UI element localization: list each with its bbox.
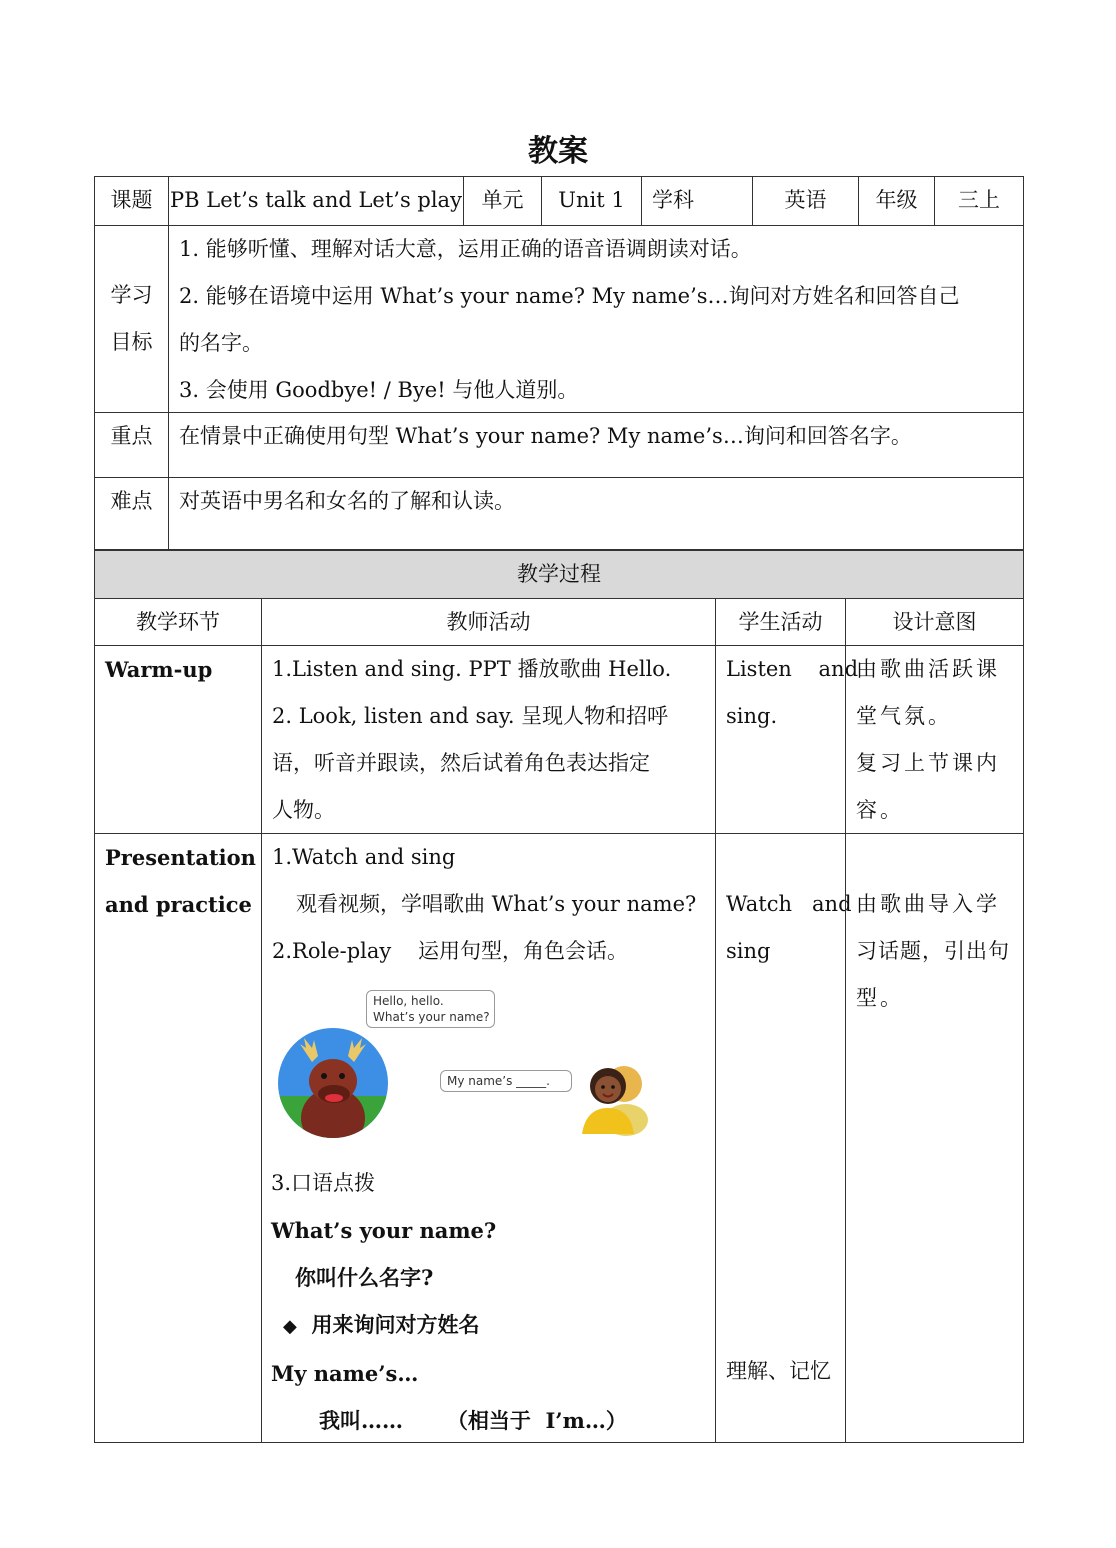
warmup-teacher: 1.Listen and sing. PPT 播放歌曲 Hello. 2. Look, listen and say. 呈现人物和招呼 语，听音并跟读，然后试着角色表达指定 人物。 xyxy=(261,645,715,833)
topic-value: PB Let’s talk and Let’s play xyxy=(168,176,463,225)
process-heading: 教学过程 xyxy=(94,549,1024,598)
objectives-content xyxy=(168,225,1024,412)
col-teacher: 教师活动 xyxy=(261,598,715,645)
objective-1: 1. 能够听懂、理解对话大意，运用正确的语音语调朗读对话。 xyxy=(179,237,752,261)
objective-2: 2. 能够在语境中运用 What’s your name? My name’s…询问对方姓名和回答自己 xyxy=(179,284,960,308)
col-student: 学生活动 xyxy=(715,598,845,645)
presentation-stage: Presentation and practice xyxy=(94,833,261,1443)
col-intent: 设计意图 xyxy=(845,598,1024,645)
speech-bubble-answer: My name’s _____. xyxy=(440,1070,572,1092)
moose-puppet-image xyxy=(276,1026,390,1140)
objectives-label: 学习 目标 xyxy=(94,225,168,412)
unit-label: 单元 xyxy=(463,176,541,225)
warmup-intent: 由歌曲活跃课 堂气氛。 复习上节课内 容。 xyxy=(845,645,1024,833)
subject-label: 学科 xyxy=(641,176,752,225)
difficulty-label: 难点 xyxy=(94,477,168,549)
key-point-text: 在情景中正确使用句型 What’s your name? My name’s…询问和回答名字。 xyxy=(168,412,1024,477)
warmup-stage: Warm-up xyxy=(94,645,261,833)
topic-label: 课题 xyxy=(94,176,168,225)
children-image xyxy=(576,1058,652,1136)
grade-label: 年级 xyxy=(858,176,934,225)
objective-3: 3. 会使用 Goodbye! / Bye! 与他人道别。 xyxy=(179,378,579,402)
key-point-label: 重点 xyxy=(94,412,168,477)
warmup-student: Listen and sing. xyxy=(715,645,845,833)
unit-value: Unit 1 xyxy=(541,176,641,225)
presentation-intent: 由歌曲导入学 习话题，引出句 型。 xyxy=(845,833,1024,1443)
speech-bubble-question: Hello, hello. What’s your name? xyxy=(366,990,495,1028)
presentation-student-bottom: 理解、记忆 xyxy=(726,1359,831,1383)
diamond-bullet-icon: ◆ xyxy=(283,1316,297,1337)
objective-2-cont: 的名字。 xyxy=(179,331,263,355)
col-stage: 教学环节 xyxy=(94,598,261,645)
difficulty-text: 对英语中男名和女名的了解和认读。 xyxy=(168,477,1024,549)
page-title: 教案 xyxy=(528,134,588,169)
grade-value: 三上 xyxy=(934,176,1024,225)
presentation-student: Watch and sing xyxy=(715,833,845,1443)
speaking-tips: 3.口语点拨 What’s your name? 你叫什么名字? ◆ 用来询问对方姓名 My name’s… 我叫…… （相当于 I’m…） xyxy=(271,1171,627,1433)
subject-value: 英语 xyxy=(752,176,858,225)
presentation-teacher: 1.Watch and sing 观看视频，学唱歌曲 What’s your name? 2.Role-play 运用句型，角色会话。 xyxy=(261,833,715,1443)
